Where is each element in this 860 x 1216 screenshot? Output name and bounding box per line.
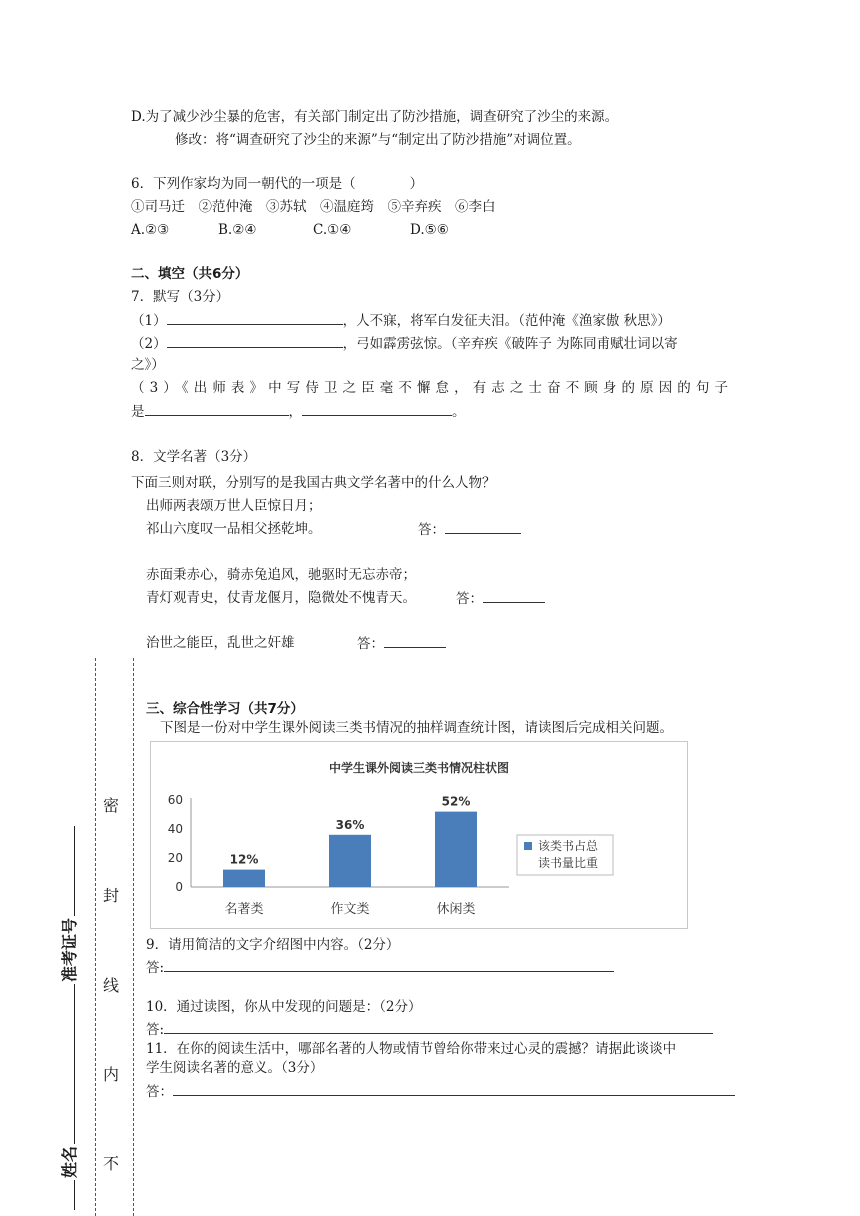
q5-option-d: D.为了减少沙尘暴的危害，有关部门制定出了防沙措施，调查研究了沙尘的来源。 [131, 109, 619, 125]
q5-fix: 修改：将“调查研究了沙尘的来源”与“制定出了防沙措施”对调位置。 [175, 132, 581, 148]
q9-answer-label: 答: [146, 960, 165, 976]
x-tick-label-1: 名著类 [224, 902, 264, 917]
q10-answer [146, 1019, 713, 1040]
section-3-heading: 三、综合性学习（共7分） [146, 701, 304, 717]
q7-3-blank-1[interactable] [145, 401, 289, 416]
binding-student-info [57, 824, 80, 1212]
bar-3 [435, 812, 477, 887]
data-label-2: 36% [335, 817, 365, 832]
legend-swatch [524, 842, 532, 850]
couplet-1-lower: 祁山六度叹一品相父拯乾坤。 [146, 521, 322, 537]
q7-1-label: （1） [131, 313, 167, 329]
data-label-3: 52% [441, 794, 471, 809]
q7-3-period: 。 [452, 404, 466, 420]
couplet-2-lower: 青灯观青史，仗青龙偃月，隐微处不愧青天。 [146, 590, 416, 606]
seal-char-1: 密 [103, 796, 120, 815]
answer-1-blank[interactable] [445, 519, 521, 534]
q6-option-a: A.②③ [131, 222, 170, 238]
q7-3-prefix: 是 [131, 404, 145, 420]
q7-line-1 [131, 310, 671, 331]
q8-stem: 下面三则对联，分别写的是我国古典文学名著中的什么人物？ [131, 475, 496, 491]
answer-3-label: 答： [357, 636, 384, 652]
y-tick-label: 20 [167, 851, 183, 865]
q6-option-c: C.①④ [313, 222, 352, 238]
exam-id-blank[interactable] [60, 826, 75, 916]
q7-line-3-answer [131, 401, 466, 422]
chart-title: 中学生课外阅读三类书情况柱状图 [328, 761, 510, 775]
q6-option-b: B.②④ [218, 222, 257, 238]
q7-line-2-cont: 之》） [131, 357, 165, 373]
section-3-intro: 下图是一份对中学生课外阅读三类书情况的抽样调查统计图，请读图后完成相关问题。 [160, 720, 673, 736]
q6-option-d: D.⑤⑥ [410, 222, 449, 238]
q6-stem: 6．下列作家均为同一朝代的一项是（ ） [131, 176, 424, 192]
q7-3-blank-2[interactable] [302, 401, 452, 416]
q11-answer-label: 答： [146, 1084, 173, 1100]
q7-2-label: （2） [131, 336, 167, 352]
y-tick-label: 0 [175, 880, 183, 894]
answer-2-label: 答： [456, 591, 483, 607]
q7-title: 7．默写（3分） [131, 289, 230, 305]
binding-line-inner [133, 658, 134, 1216]
q11-answer-blank[interactable] [173, 1081, 735, 1096]
bar-chart [150, 741, 688, 929]
seal-char-5: 不 [103, 1154, 120, 1173]
x-tick-label-2: 作文类 [330, 902, 370, 917]
section-2-heading: 二、填空（共6分） [131, 266, 249, 282]
y-tick-label: 40 [167, 822, 183, 836]
q11-answer [146, 1081, 735, 1102]
data-label-1: 12% [229, 852, 259, 867]
answer-2-blank[interactable] [483, 588, 545, 603]
bar-1 [223, 870, 265, 887]
couplet-3: 治世之能臣，乱世之奸雄 [146, 635, 295, 651]
answer-2 [456, 588, 545, 609]
name-label: 姓名 [60, 1145, 79, 1178]
x-tick-label-3: 休闲类 [436, 902, 476, 917]
answer-1-label: 答： [418, 522, 445, 538]
bar-2 [329, 835, 371, 887]
q11-stem-2: 学生阅读名著的意义。（3分） [146, 1060, 324, 1076]
q7-3-comma: ， [288, 404, 302, 420]
q7-line-3: （3）《出师表》中写侍卫之臣毫不懈怠，有志之士奋不顾身的原因的句子 [131, 380, 728, 396]
seal-char-2: 封 [103, 886, 120, 905]
y-tick-label: 60 [167, 793, 183, 807]
q8-title: 8．文学名著（3分） [131, 449, 257, 465]
q10-answer-label: 答: [146, 1022, 165, 1038]
q7-2-blank[interactable] [167, 333, 343, 348]
q9-answer [146, 957, 614, 978]
q10-answer-blank[interactable] [164, 1019, 713, 1034]
q7-line-2 [131, 333, 678, 354]
binding-line-outer [95, 658, 96, 1216]
couplet-2-upper: 赤面秉赤心，骑赤兔追风，驰驱时无忘赤帝； [146, 567, 416, 583]
bar-chart-svg [151, 742, 687, 928]
couplet-1-upper: 出师两表颂万世人臣惊日月； [146, 498, 322, 514]
answer-1 [418, 519, 521, 540]
answer-3 [357, 633, 446, 654]
q7-2-text: ，弓如霹雳弦惊。（辛弃疾《破阵子 为陈同甫赋壮词以寄 [342, 336, 678, 352]
legend-label-line-1: 该类书占总 [538, 839, 599, 853]
legend-label-line-2: 读书量比重 [538, 856, 599, 870]
q9-stem: 9．请用简洁的文字介绍图中内容。（2分） [146, 937, 400, 953]
seal-char-3: 线 [103, 976, 120, 995]
q11-stem-1: 11．在你的阅读生活中，哪部名著的人物或情节曾给你带来过心灵的震撼？请据此谈谈中 [146, 1041, 677, 1057]
q7-1-text: ，人不寐，将军白发征夫泪。（范仲淹《渔家傲 秋思》） [342, 313, 671, 329]
q7-1-blank[interactable] [167, 310, 343, 325]
q9-answer-blank[interactable] [164, 957, 614, 972]
answer-3-blank[interactable] [384, 633, 446, 648]
seal-char-4: 内 [103, 1065, 120, 1084]
exam-id-label: 准考证号 [60, 917, 79, 982]
q6-names: ①司马迁 ②范仲淹 ③苏轼 ④温庭筠 ⑤辛弃疾 ⑥李白 [131, 199, 496, 215]
q10-stem: 10．通过读图，你从中发现的问题是：（2分） [146, 999, 422, 1015]
name-blank[interactable] [60, 984, 75, 1144]
